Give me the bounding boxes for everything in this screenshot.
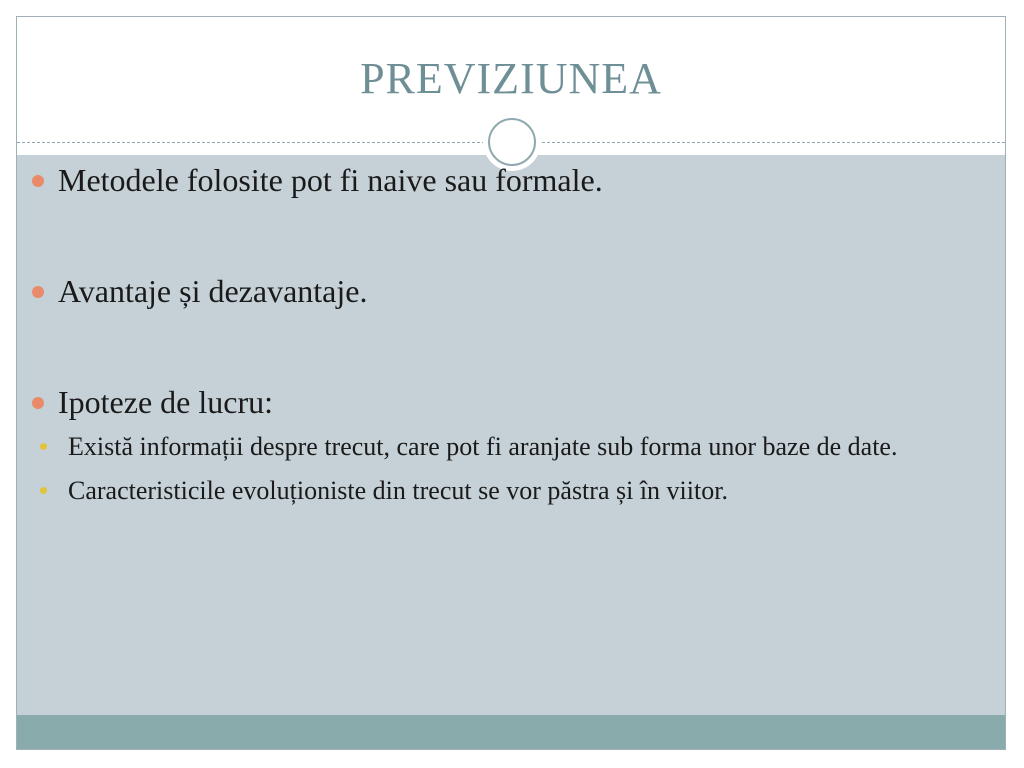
bullet-list (30, 160, 970, 516)
circle-ring-icon (488, 118, 536, 166)
footer-band (17, 715, 1005, 749)
bullet-item (30, 271, 970, 311)
bullet-text: Ipoteze de lucru: (58, 384, 273, 420)
bullet-text: Metodele folosite pot fi naive sau formale. (58, 162, 603, 198)
sub-bullet-dot-icon (40, 487, 47, 494)
bullet-dot-icon (32, 175, 44, 187)
bullet-item (30, 382, 970, 422)
slide-title: PREVIZIUNEA (360, 54, 662, 103)
sub-bullet-item (30, 472, 938, 510)
sub-bullet-text: Caracteristicile evoluționiste din trecut se vor păstra și în viitor. (68, 476, 728, 505)
sub-bullet-text: Există informații despre trecut, care pot fi aranjate sub forma unor baze de date. (68, 432, 898, 461)
bullet-dot-icon (32, 397, 44, 409)
bullet-item (30, 160, 970, 200)
bullet-dot-icon (32, 286, 44, 298)
sub-bullet-item (30, 428, 938, 466)
bullet-text: Avantaje și dezavantaje. (58, 273, 368, 309)
sub-bullet-dot-icon (40, 443, 47, 450)
